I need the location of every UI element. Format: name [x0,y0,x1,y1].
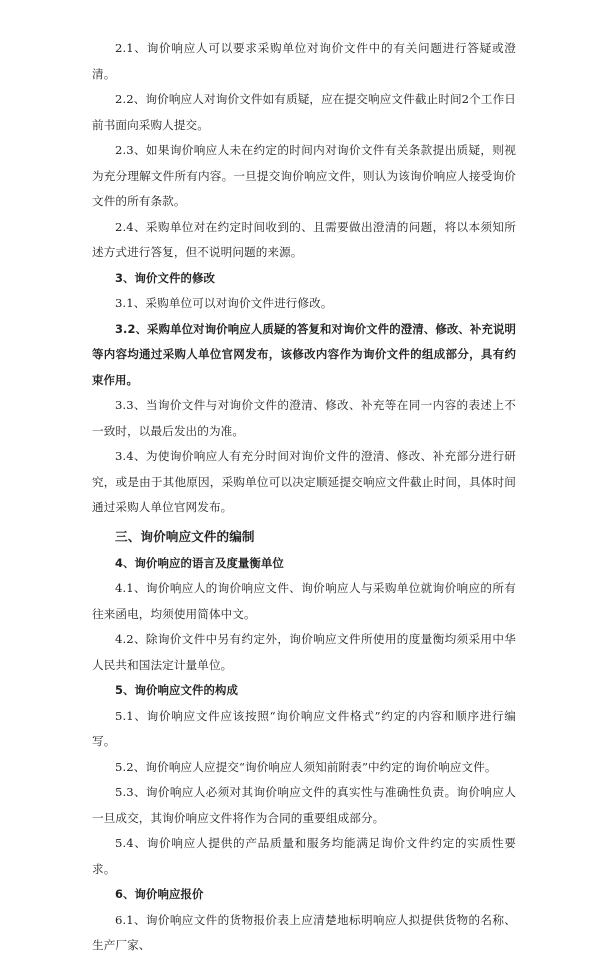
paragraph-2-2: 2.2、询价响应人对询价文件如有质疑，应在提交响应文件截止时间2个工作日前书面向采购人提交。 [92,92,516,132]
paragraph-3-4: 3.4、为使询价响应人有充分时间对询价文件的澄清、修改、补充部分进行研究，或是由于其他原因，采购单位可以决定顺延提交响应文件截止时间，具体时间通过采购人单位官网发布。 [92,449,516,514]
paragraph-2-1: 2.1、询价响应人可以要求采购单位对询价文件中的有关问题进行答疑或澄清。 [92,41,516,81]
heading-6: 6、询价响应报价 [115,887,204,901]
paragraph-4-2: 4.2、除询价文件中另有约定外，询价响应文件所使用的度量衡均须采用中华人民共和国法定计量单位。 [92,632,516,672]
paragraph-5-2: 5.2、询价响应人应提交“询价响应人须知前附表”中约定的询价响应文件。 [115,759,497,774]
paragraph-3-2: 3.2、采购单位对询价响应人质疑的答复和对询价文件的澄清、修改、补充说明等内容均通过采购人单位官网发布，该修改内容作为询价文件的组成部分，具有约束作用。 [92,321,516,387]
paragraph-5-3: 5.3、询价响应人必须对其询价响应文件的真实性与准确性负责。询价响应人一旦成交，其询价响应文件将作为合同的重要组成部分。 [92,785,516,825]
paragraph-6-1: 6.1、询价响应文件的货物报价表上应清楚地标明响应人拟提供货物的名称、生产厂家、 [92,912,516,952]
heading-3: 3、询价文件的修改 [115,270,215,285]
document-body [92,36,516,959]
paragraph-3-3: 3.3、当询价文件与对询价文件的澄清、修改、补充等在同一内容的表述上不一致时，以最后发出的为准。 [92,398,516,438]
paragraph-5-4: 5.4、询价响应人提供的产品质量和服务均能满足询价文件约定的实质性要求。 [92,836,516,876]
heading-4: 4、询价响应的语言及度量衡单位 [115,555,284,570]
section-heading-3: 三、询价响应文件的编制 [115,528,255,544]
paragraph-2-3: 2.3、如果询价响应人未在约定的时间内对询价文件有关条款提出质疑，则视为充分理解文件所有内容。一旦提交询价响应文件，则认为该询价响应人接受询价文件的所有条款。 [92,143,516,208]
paragraph-2-4: 2.4、采购单位对在约定时间收到的、且需要做出澄清的问题，将以本须知所述方式进行答复，但不说明问题的来源。 [92,219,516,259]
paragraph-4-1: 4.1、询价响应人的询价响应文件、询价响应人与采购单位就询价响应的所有往来函电，均须使用简体中文。 [92,581,516,621]
paragraph-5-1: 5.1、询价响应文件应该按照“询价响应文件格式”约定的内容和顺序进行编写。 [92,708,516,748]
heading-5: 5、询价响应文件的构成 [115,683,238,697]
paragraph-3-1: 3.1、采购单位可以对询价文件进行修改。 [115,296,333,310]
